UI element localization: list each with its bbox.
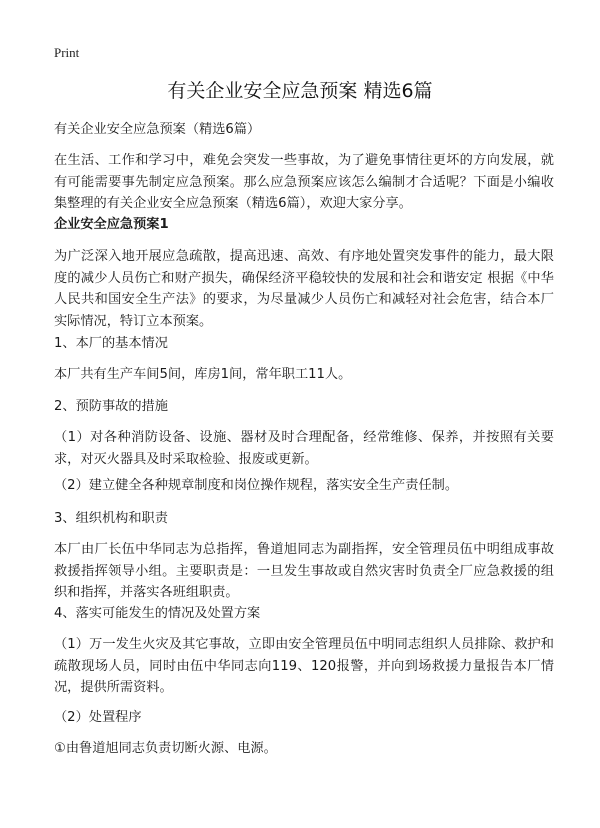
- item4-paragraph-3: ①由鲁道旭同志负责切断火源、电源。: [54, 741, 277, 756]
- subtitle: 有关企业安全应急预案（精选6篇）: [54, 122, 261, 137]
- item4-title: 4、落实可能发生的情况及处置方案: [54, 606, 261, 621]
- item3-text: 本厂由厂长伍中华同志为总指挥，鲁道旭同志为副指挥，安全管理员伍中明组成事故救援指挥领导小组。主要职责是：一旦发生事故或自然灾害时负责全厂应急救援的组织和指挥，并落实各班组职责。: [54, 542, 554, 600]
- item1-text: 本厂共有生产车间5间，库房1间，常年职工11人。: [54, 367, 352, 382]
- page-title: 有关企业安全应急预案 精选6篇: [167, 80, 433, 102]
- section-intro-paragraph: 为广泛深入地开展应急疏散，提高迅速、高效、有序地处置突发事件的能力，最大限度的减少人员伤亡和财产损失，确保经济平稳较快的发展和社会和谐安定 根据《中华人民共和国安全生产法》的要求，为尽量减少人员伤亡和减轻对社会危害，结合本厂实际情况，特订立本预案。: [54, 249, 554, 329]
- item4-paragraph-2: （2）处置程序: [54, 710, 142, 725]
- section-heading: 企业安全应急预案1: [54, 217, 169, 232]
- intro-paragraph: 在生活、工作和学习中，难免会突发一些事故，为了避免事情往更坏的方向发展，就有可能需要事先制定应急预案。那么应急预案应该怎么编制才合适呢？下面是小编收集整理的有关企业安全应急预案（精选6篇），欢迎大家分享。: [54, 153, 554, 211]
- item2-title: 2、预防事故的措施: [54, 399, 168, 414]
- item4-paragraph-1: （1）万一发生火灾及其它事故，立即由安全管理员伍中明同志组织人员排除、救护和疏散现场人员，同时由伍中华同志向119、120报警，并向到场救援力量报告本厂情况，提供所需资料。: [54, 637, 554, 695]
- print-label[interactable]: Print: [54, 45, 80, 60]
- item2-paragraph-1: （1）对各种消防设备、设施、器材及时合理配备，经常维修、保养，并按照有关要求，对灭火器具及时采取检验、报废或更新。: [54, 430, 554, 467]
- item1-title: 1、本厂的基本情况: [54, 336, 168, 351]
- item3-title: 3、组织机构和职责: [54, 511, 168, 526]
- item2-paragraph-2: （2）建立健全各种规章制度和岗位操作规程，落实安全生产责任制。: [54, 478, 459, 493]
